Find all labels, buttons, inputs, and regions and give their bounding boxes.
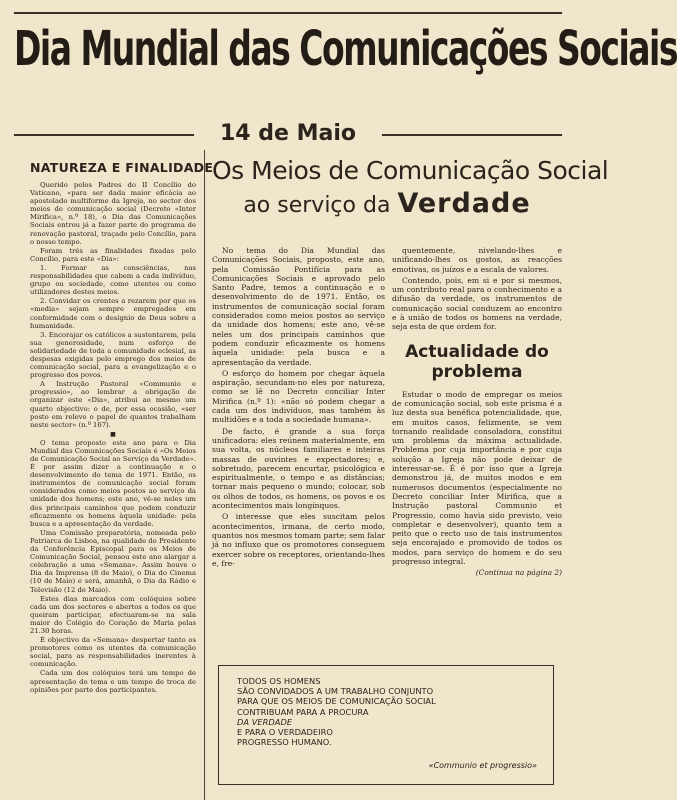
left-paragraph: Cada um dos colóquios terá um tempo de apresentação do tema e um tempo de troca de opiniões por parte dos participantes. bbox=[30, 669, 196, 694]
left-paragraph: 3. Encorajar os católicos a sustentarem, pela sua generosidade, num esforço de solidariedade de toda a comunidade eclesial, as despesas exigidas pelo emprego dos meios de comunicação social, para a evangelização e o progresso dos povos. bbox=[30, 330, 196, 380]
quote-line: CONTRIBUAM PARA A PROCURA bbox=[237, 706, 369, 717]
right-paragraph: Estudar o modo de empregar os meios de comunicação social, sob este prisma é a luz desta sua benéfica potencialidade, que, em muitos casos, felizmente, se vem tornando realidade consoladora, constitui um problema da máxima actualidade. Problema por cuja importância e por cuja solução a Igreja não pode deixar de interessar-se. É é por isso que a Igreja demonstrou já, de muitos modos e em numerosos documentos (especialmente no Decreto conciliar Inter Mirifica, que a Instrução pastoral Communio et Progressio, como havia sido previsto, veio completar e desenvolver), quanto tem a peito que o recto uso de tais instrumentos seja encorajado e promovido de todos os modos, para serviço do homem e do seu progresso integral. bbox=[392, 389, 562, 567]
left-paragraph: O tema proposto este ano para o Dia Mundial das Comunicações Sociais é «Os Meios de Comunicação Social ao Serviço da Verdade». É por assim dizer a continuação e o desenvolvimento do tema de 1971. Então, os instrumentos de comunicação social foram considerados como meios postos ao serviço da unidade dos homens; este ano, vê-se neles um dos principais caminhos que podem conduzir eficazmente os homens àquela unidade: pela busca e a apresentação da verdade. bbox=[30, 438, 196, 528]
headline-line-2 bbox=[212, 186, 562, 224]
left-paragraph: Querido pelos Padres do II Concílio do Vaticano, «para ser dada maior eficácia ao apostolado multiforme da Igreja, no sector dos meios de comunicação social (Decreto «Inter Mirifica», n.º 18), o Dia das Comunicações Sociais entrou já a fazer parte do programa de renovação pastoral, traçado pelo Concílio, para o nosso tempo. bbox=[30, 181, 196, 246]
right-column bbox=[392, 246, 562, 578]
quote-line: SÃO CONVIDADOS A UM TRABALHO CONJUNTO bbox=[237, 686, 434, 697]
left-paragraph: Uma Comissão preparatória, nomeada pelo Patriarca de Lisboa, na qualidade de Presidente da Conferência Episcopal para os Meios de Comunicação Social, pensou este ano alargar a celebração a uma «Semana». Assim houve o Dia da Imprensa (8 de Maio), o Dia do Cinema (10 de Maio) e será, amanhã, o Dia da Rádio e Televisão (12 de Maio). bbox=[30, 528, 196, 594]
section-divider: ■ bbox=[110, 430, 116, 438]
quote-line: E PARA O VERDADEIRO bbox=[237, 727, 333, 738]
continuation-note: (Continua na página 2) bbox=[475, 568, 562, 578]
middle-column bbox=[212, 246, 385, 570]
right-paragraph: Contendo, pois, em si e por si mesmos, um contributo real para o conhecimento e a difusão da verdade, os instrumentos de comunicação social conduzem ao encontro e à união de todos os homens na verdade, seja esta de que ordem for. bbox=[392, 275, 562, 332]
quote-line: PROGRESSO HUMANO. bbox=[237, 737, 332, 748]
main-headline bbox=[212, 156, 609, 224]
column-rule bbox=[204, 150, 205, 800]
left-paragraph: Foram três as finalidades fixadas pelo Concílio, para este «Dia»: bbox=[30, 246, 196, 263]
quote-line: DA VERDADE bbox=[237, 716, 293, 727]
masthead-date: 14 de Maio bbox=[220, 121, 356, 146]
left-column bbox=[30, 160, 214, 695]
masthead-title: Dia Mundial das Comunicações Sociais bbox=[14, 20, 677, 77]
quote-source: «Communio et progressio» bbox=[428, 761, 537, 770]
left-paragraph: É objectivo da «Semana» despertar tanto os promotores como os utentes da comunicação social, para as responsabilidades inerentes à comunicação. bbox=[30, 636, 196, 669]
left-paragraph: 1. Formar as consciências, nas responsabilidades que cabem a cada indivíduo, grupo ou sociedade, como utentes ou como utilizadores destes meios. bbox=[30, 263, 196, 297]
left-column-heading: NATUREZA E FINALIDADE bbox=[30, 160, 214, 175]
left-paragraph: 2. Convidar os crentes a rezarem por que os «media» sejam sempre empregados em conformidade com o desígnio de Deus sobre a humanidade. bbox=[30, 297, 196, 330]
quote-box-text bbox=[237, 676, 436, 747]
date-band bbox=[14, 118, 562, 150]
quote-box bbox=[218, 665, 554, 785]
masthead bbox=[14, 12, 677, 146]
middle-paragraph: De facto, é grande a sua força unificadora: eles reúnem materialmente, em sua volta, os núcleos familiares e inteiras massas de ouvintes e expectadores; e, sobretudo, parecem encurtar, psicológica e espiritualmente, o tempo e as distâncias; tornar mais pequeno o mundo; colocar, sob os olhos de todos, os homens, os povos e os acontecimentos mais longínquos. bbox=[212, 426, 385, 511]
headline-prefix: ao serviço da bbox=[243, 193, 391, 218]
right-subheading: Actualidade do problema bbox=[405, 341, 549, 382]
right-paragraph: quentemente, nivelando-lhes e unificando-lhes os gostos, as reacções emotivas, os juízos e a escala de valores. bbox=[392, 246, 562, 274]
middle-paragraph: O interesse que eles suscitam pelos acontecimentos, irmana, de certo modo, quantos nos mesmos tomam parte; sem falar já no influxo que os promotores conseguem exercer sobre os receptores, orientando-lhes e, fre- bbox=[212, 512, 385, 568]
left-paragraph: A Instrução Pastoral «Communio e progressio», ao lembrar a obrigação de organizar este «Dia», atribui ao mesmo um quarto objectivo: o de, por essa ocasião, «ser posto em relevo o papel de quantos trabalham neste sector» (n.º 167). bbox=[30, 380, 196, 429]
middle-paragraph: O esforço do homem por chegar àquela aspiração, secundam-no eles por natureza, como se lê no Decreto conciliar Inter Mirifica (n.º 1): «não só podem chegar a cada um dos indivíduos, mas também às multidões e a toda a sociedade humana». bbox=[212, 368, 385, 425]
left-paragraph: Estes dias marcados com colóquios sobre cada um dos sectores e abertos a todos os que queiram participar, efectuaram-se na sala maior do Colégio do Coração de Maria pelas 21.30 horas. bbox=[30, 594, 196, 635]
middle-paragraph: No tema do Dia Mundial das Comunicações Sociais, proposto, este ano, pela Comissão Pontifícia para as Comunicações Sociais e aprovado pelo Santo Padre, temos a continuação e o desenvolvimento do de 1971. Então, os instrumentos de comunicação social foram considerados como meios postos ao serviço da unidade dos homens; este ano, vê-se neles um dos principais caminhos que podem conduzir eficazmente os homens àquela unidade: pela busca e a apresentação da verdade. bbox=[212, 246, 385, 367]
headline-line-1: Os Meios de Comunicação Social bbox=[212, 156, 609, 185]
quote-line: TODOS OS HOMENS bbox=[237, 676, 321, 686]
quote-line: PARA QUE OS MEIOS DE COMUNICAÇÃO SOCIAL bbox=[237, 696, 436, 707]
headline-emphasis: Verdade bbox=[397, 188, 531, 219]
